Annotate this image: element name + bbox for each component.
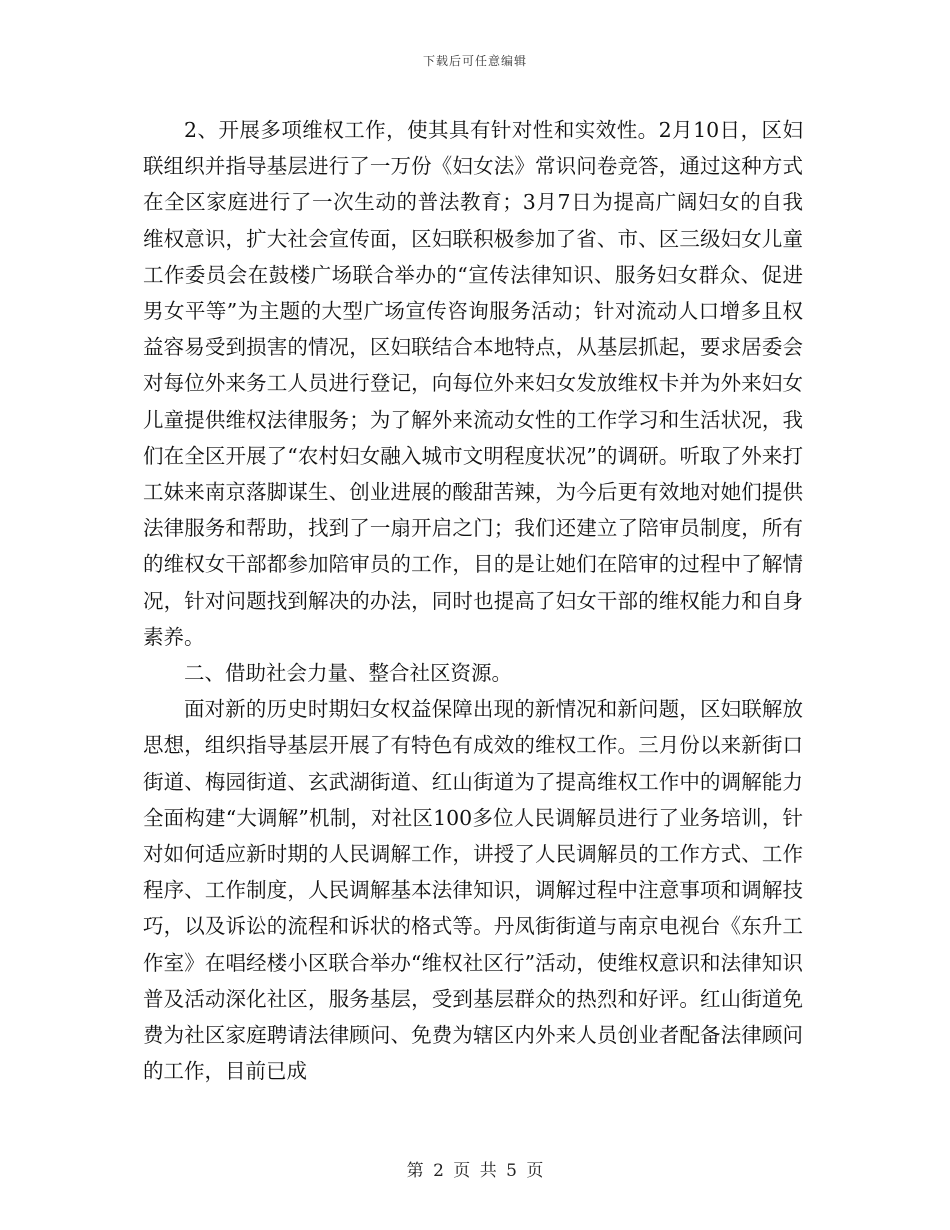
paragraph-community-resources: 面对新的历史时期妇女权益保障出现的新情况和新问题，区妇联解放思想，组织指导基层开展了有特色有成效的维权工作。三月份以来新街口街道、梅园街道、玄武湖街道、红山街道为了提高维权工作中的调解能力全面构建“大调解”机制，对社区100多位人民调解员进行了业务培训，针对如何适应新时期的人民调解工作，讲授了人民调解员的工作方式、工作程序、工作制度，人民调解基本法律知识，调解过程中注意事项和调解技巧，以及诉讼的流程和诉状的格式等。丹凤街街道与南京电视台《东升工作室》在唱经楼小区联合举办“维权社区行”活动，使维权意识和法律知识普及活动深化社区，服务基层，受到基层群众的热烈和好评。红山街道免费为社区家庭聘请法律顾问、免费为辖区内外来人员创业者配备法律顾问的工作，目前已成 <box>143 697 803 1084</box>
document-body <box>143 112 803 1089</box>
page-number: 第 2 页 共 5 页 <box>406 1161 544 1181</box>
paragraph-rights-work: 2、开展多项维权工作，使其具有针对性和实效性。2月10日，区妇联组织并指导基层进行了一万份《妇女法》常识问卷竞答，通过这种方式在全区家庭进行了一次生动的普法教育；3月7日为提高广阔妇女的自我维权意识，扩大社会宣传面，区妇联积极参加了省、市、区三级妇女儿童工作委员会在鼓楼广场联合举办的“宣传法律知识、服务妇女群众、促进男女平等”为主题的大型广场宣传咨询服务活动；针对流动人口增多且权益容易受到损害的情况，区妇联结合本地特点，从基层抓起，要求居委会对每位外来务工人员进行登记，向每位外来妇女发放维权卡并为外来妇女儿童提供维权法律服务；为了解外来流动女性的工作学习和生活状况，我们在全区开展了“农村妇女融入城市文明程度状况”的调研。听取了外来打工妹来南京落脚谋生、创业进展的酸甜苦辣，为今后更有效地对她们提供法律服务和帮助，找到了一扇开启之门；我们还建立了陪审员制度，所有的维权女干部都参加陪审员的工作，目的是让她们在陪审的过程中了解情况，针对问题找到解决的办法，同时也提高了妇女干部的维权能力和自身素养。 <box>143 118 803 649</box>
section-heading-social-resources: 二、借助社会力量、整合社区资源。 <box>184 661 512 686</box>
page-header: 下载后可任意编辑 <box>422 54 527 68</box>
